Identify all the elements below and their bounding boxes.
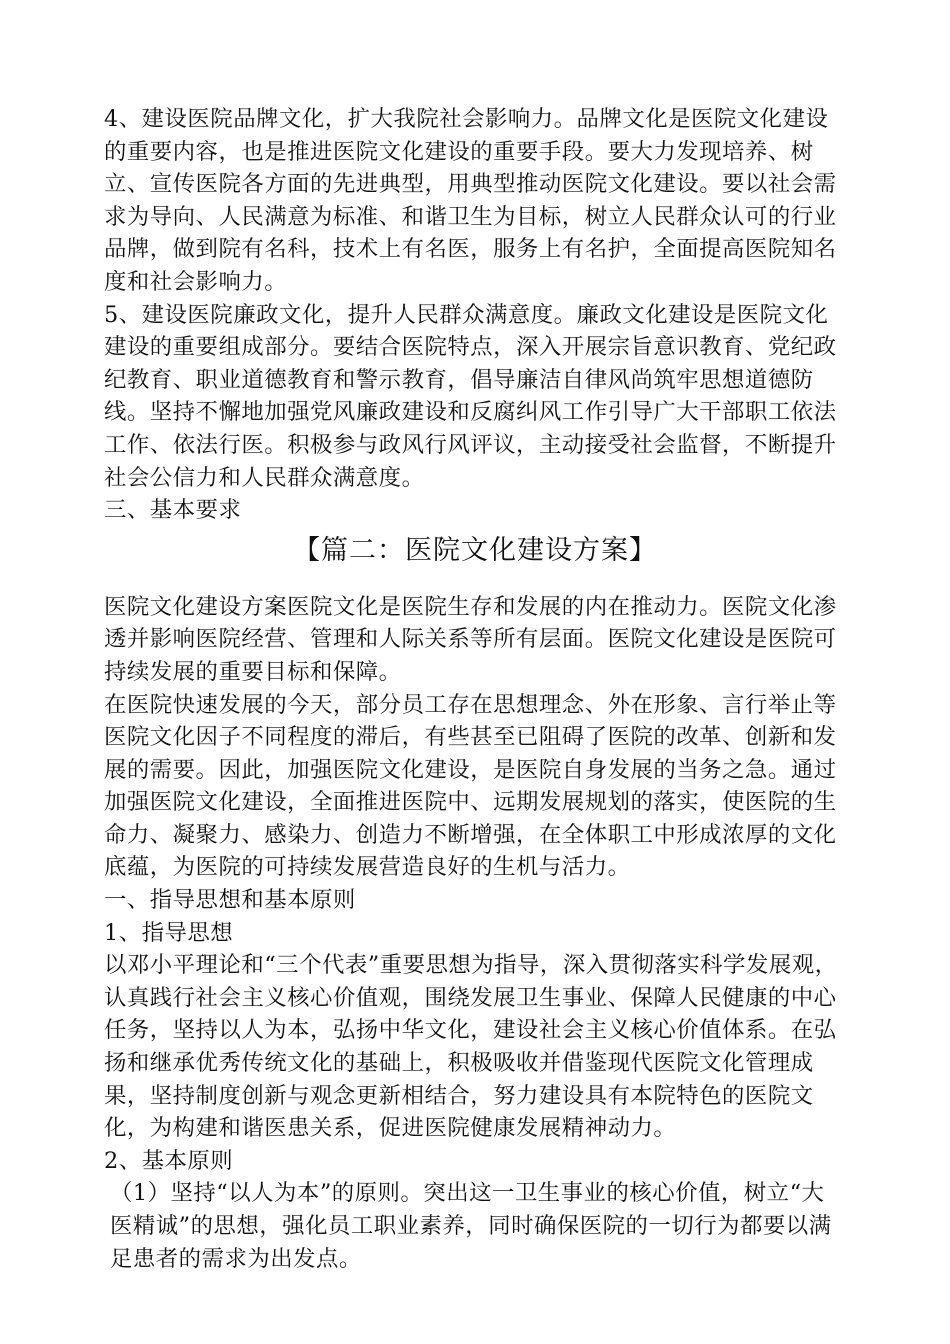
heading-guiding-principles: 一、指导思想和基本原则	[104, 887, 356, 914]
heading-basic-principles: 2、基本原则	[104, 1147, 234, 1174]
paragraph-intro: 医院文化建设方案医院文化是医院生存和发展的内在推动力。医院文化渗透并影响医院经营、管理和人际关系等所有层面。医院文化建设是医院可持续发展的重要目标和保障。	[104, 593, 837, 685]
document-body	[104, 103, 846, 1275]
paragraph-background: 在医院快速发展的今天，部分员工存在思想理念、外在形象、言行举止等医院文化因子不同程度的滞后，有些甚至已阻碍了医院的改革、创新和发展的需要。因此，加强医院文化建设，是医院自身发展的当务之急。通过加强医院文化建设，全面推进医院中、远期发展规划的落实，使医院的生命力、凝聚力、感染力、创造力不断增强，在全体职工中形成浓厚的文化底蕴，为医院的可持续发展营造良好的生机与活力。	[104, 691, 837, 881]
paragraph-brand-culture: 4、建设医院品牌文化，扩大我院社会影响力。品牌文化是医院文化建设的重要内容，也是推进医院文化建设的重要手段。要大力发现培养、树立、宣传医院各方面的先进典型，用典型推动医院文化建设。要以社会需求为导向、人民满意为标准、和谐卫生为目标，树立人民群众认可的行业品牌，做到院有名科，技术上有名医，服务上有名护，全面提高医院知名度和社会影响力。	[104, 106, 837, 295]
heading-guiding-ideology: 1、指导思想	[104, 919, 234, 946]
section-title: 【篇二：医院文化建设方案】	[293, 534, 657, 566]
paragraph-integrity-culture: 5、建设医院廉政文化，提升人民群众满意度。廉政文化建设是医院文化建设的重要组成部分。要结合医院特点，深入开展宗旨意识教育、党纪政纪教育、职业道德教育和警示教育，倡导廉洁自律风尚筑牢思想道德防线。坚持不懈地加强党风廉政建设和反腐纠风工作引导广大干部职工依法工作、依法行医。积极参与政风行风评议，主动接受社会监督，不断提升社会公信力和人民群众满意度。	[104, 301, 837, 491]
paragraph-guiding-ideology: 以邓小平理论和“三个代表”重要思想为指导，深入贯彻落实科学发展观，认真践行社会主义核心价值观，围绕发展卫生事业、保障人民健康的中心任务，坚持以人为本，弘扬中华文化，建设社会主义核心价值体系。在弘扬和继承优秀传统文化的基础上，积极吸收并借鉴现代医院文化管理成果，坚持制度创新与观念更新相结合，努力建设具有本院特色的医院文化，为构建和谐医患关系，促进医院健康发展精神动力。	[104, 952, 838, 1142]
heading-basic-requirements: 三、基本要求	[104, 497, 242, 524]
paragraph-principle-one: （1）坚持“以人为本”的原则。突出这一卫生事业的核心价值，树立“大医精诚”的思想，强化员工职业素养，同时确保医院的一切行为都要以满足患者的需求为出发点。	[110, 1180, 832, 1272]
